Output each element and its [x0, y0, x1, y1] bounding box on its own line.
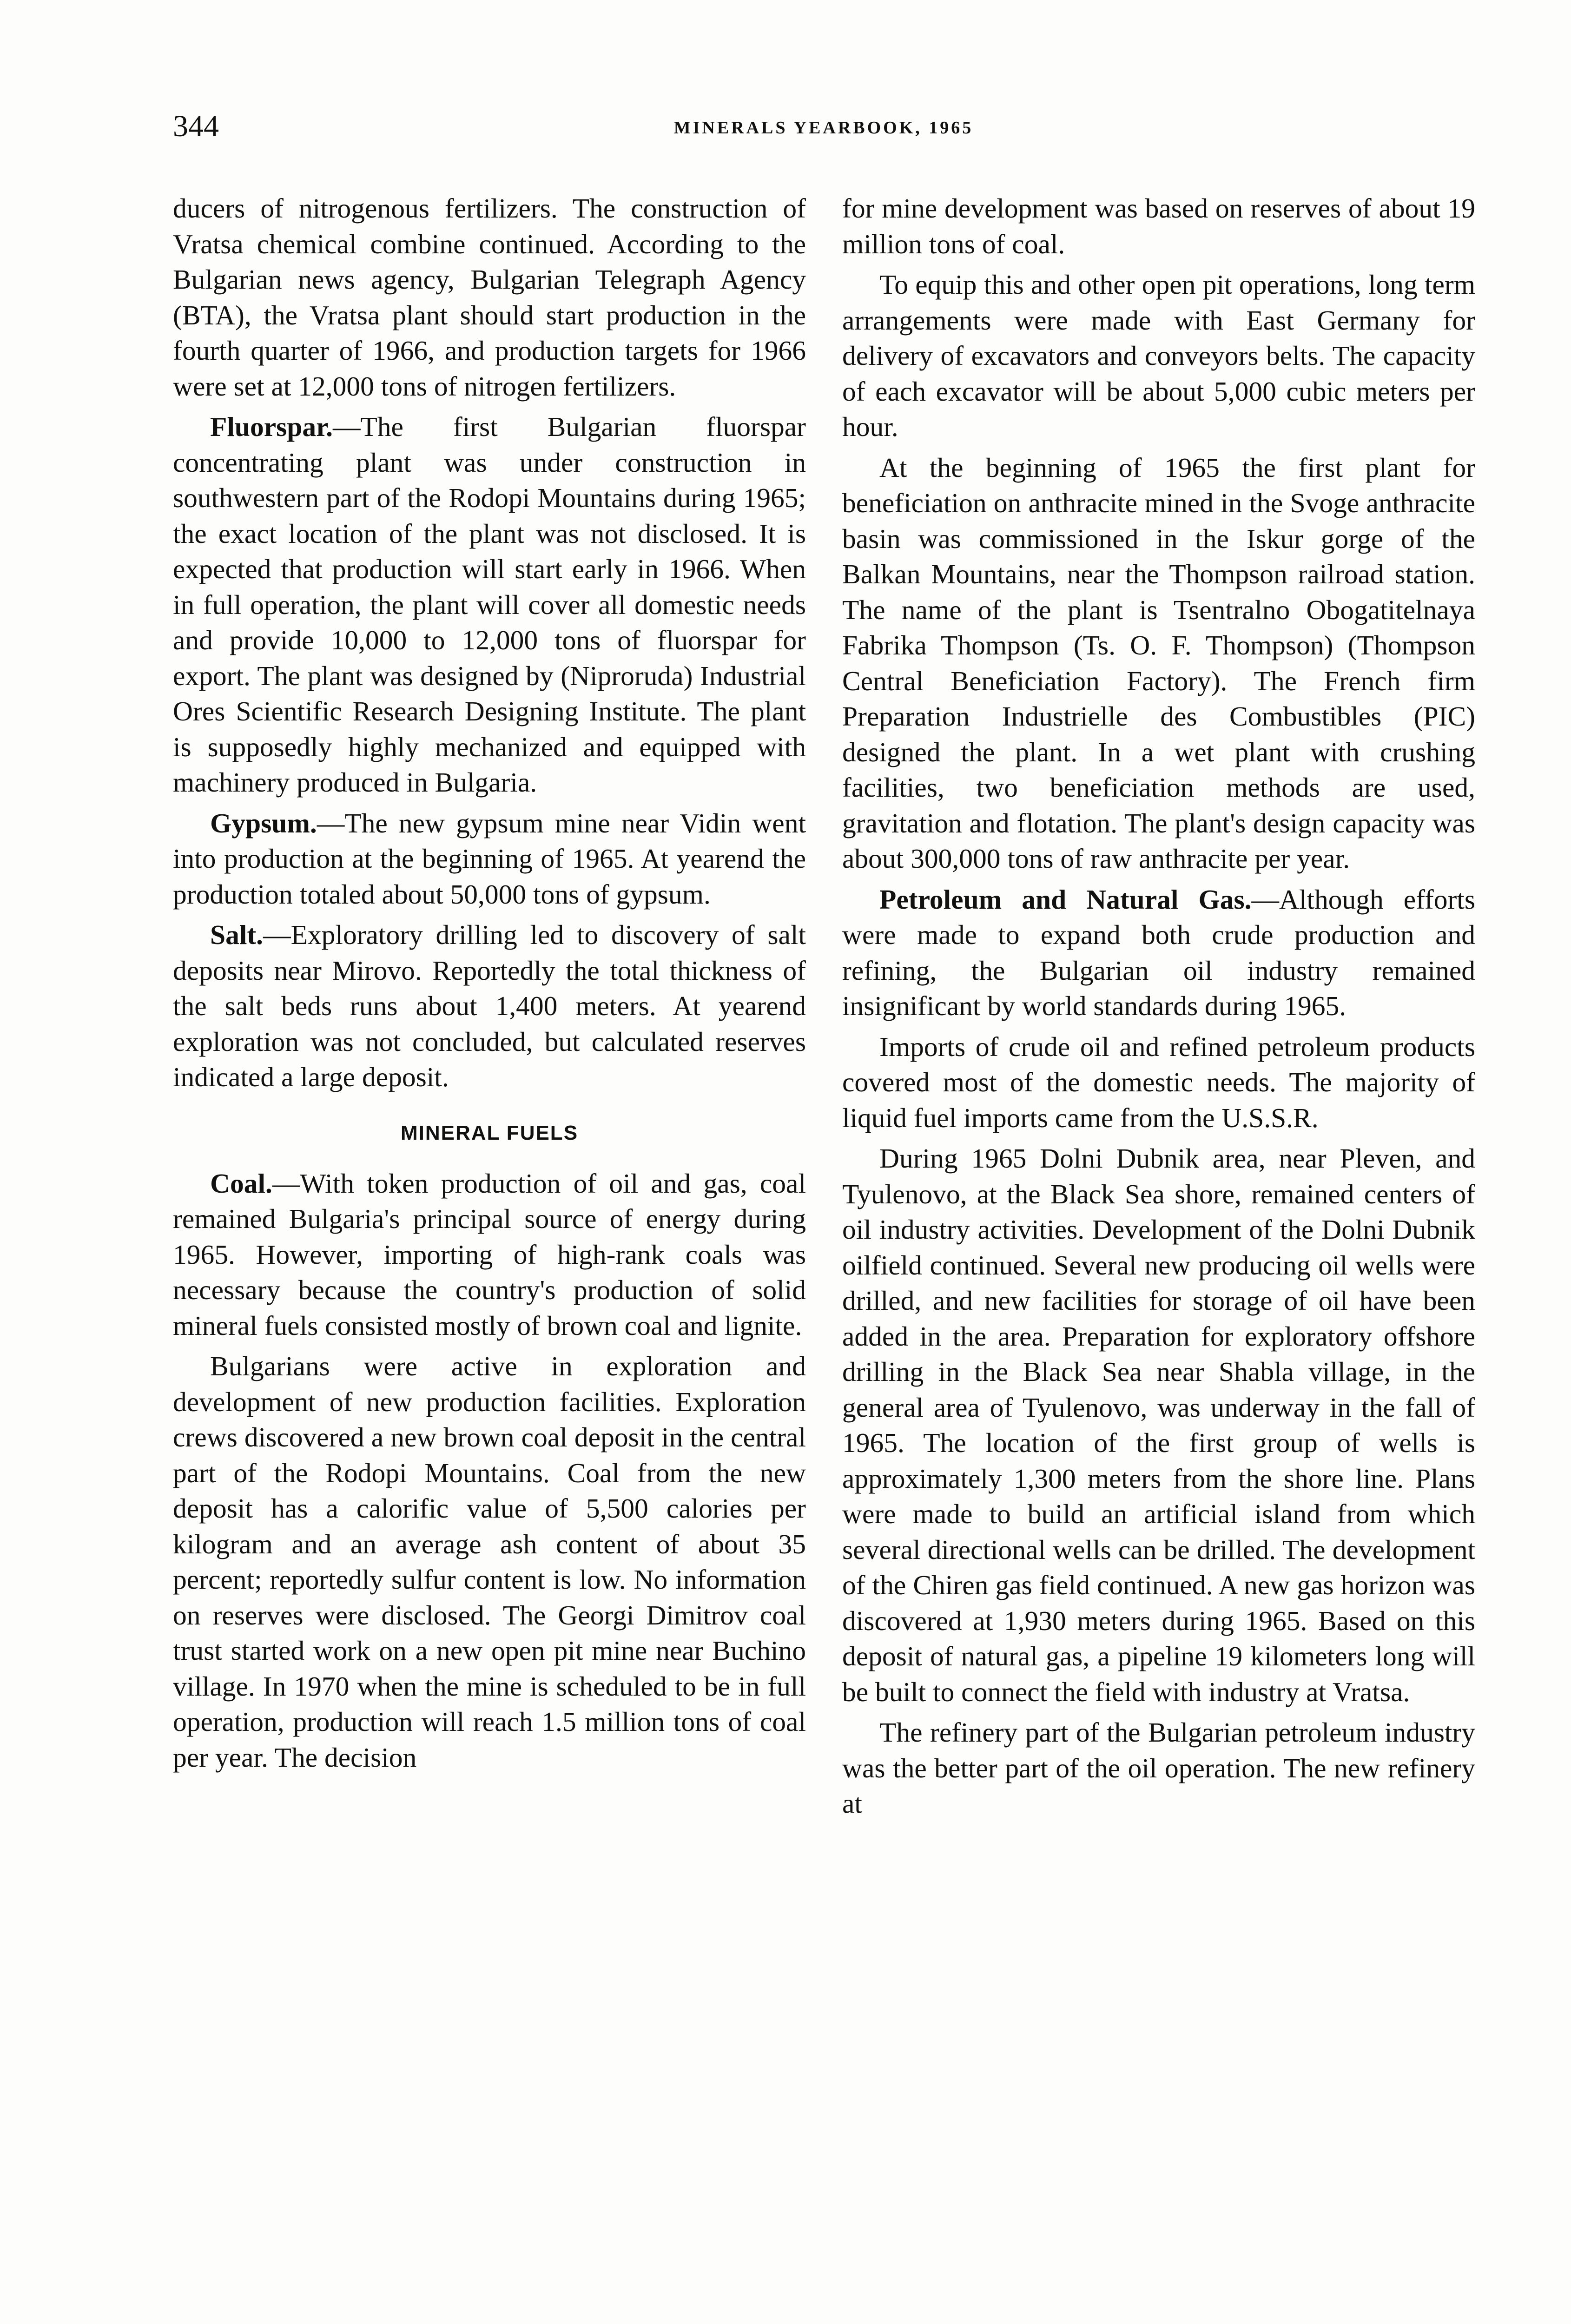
gypsum-text: —The new gypsum mine near Vidin went into production at the beginning of 1965. At yearend the production totaled about 50,000 tons of gypsum. [173, 807, 806, 910]
fluorspar-lead: Fluorspar. [210, 411, 333, 442]
paragraph-coal [173, 1166, 806, 1344]
salt-text: —Exploratory drilling led to discovery of salt deposits near Mirovo. Reportedly the total thickness of the salt beds runs about 1,400 meters. At yearend exploration was not concluded, but calculated reserves indicated a large deposit. [173, 919, 806, 1092]
paragraph-gypsum [173, 805, 806, 912]
petroleum-text: —Although efforts were made to expand both crude production and refining, the Bulgarian oil industry remained insignificant by world standards during 1965. [842, 884, 1475, 1021]
paragraph-bulgarians: Bulgarians were active in exploration and development of new production facilities. Exploration crews discovered a new brown coal deposit in the central part of the Rodopi Mountains. Coal from the new deposit has a calorific value of 5,500 calories per kilogram and an average ash content of about 35 percent; reportedly sulfur content is low. No information on reserves were disclosed. The Georgi Dimitrov coal trust started work on a new open pit mine near Buchino village. In 1970 when the mine is scheduled to be in full operation, production will reach 1.5 million tons of coal per year. The decision [173, 1351, 806, 1773]
gypsum-lead: Gypsum. [210, 807, 317, 838]
paragraph-fluorspar [173, 409, 806, 800]
paragraph-mine-development: for mine development was based on reserves of about 19 million tons of coal. [842, 193, 1475, 259]
right-column [842, 191, 1475, 1827]
page-header [173, 108, 1474, 150]
paragraph-imports: Imports of crude oil and refined petroleum products covered most of the domestic needs. The majority of liquid fuel imports came from the U.S.S.R. [842, 1031, 1475, 1133]
fluorspar-text: —The first Bulgarian fluorspar concentrating plant was under construction in southwestern part of the Rodopi Mountains during 1965; the exact location of the plant was not disclosed. It is expected that production will start early in 1966. When in full operation, the plant will cover all domestic needs and provide 10,000 to 12,000 tons of fluorspar for export. The plant was designed by (Niproruda) Industrial Ores Scientific Research Designing Institute. The plant is supposedly highly mechanized and equipped with machinery produced in Bulgaria. [173, 411, 806, 798]
page-number: 344 [173, 109, 219, 143]
paragraph-petroleum [842, 882, 1475, 1024]
salt-lead: Salt. [210, 919, 264, 950]
paragraph-oilfields: During 1965 Dolni Dubnik area, near Pleven, and Tyulenovo, at the Black Sea shore, remained centers of oil industry activities. Development of the Dolni Dubnik oilfield continued. Several new producing oil wells were drilled, and new facilities for storage of oil have been added in the area. Preparation for exploratory offshore drilling in the Black Sea near Shabla village, in the general area of Tyulenovo, was underway in the fall of 1965. The location of the first group of wells is approximately 1,300 meters from the shore line. Plans were made to build an artificial island from which several directional wells can be drilled. The development of the Chiren gas field continued. A new gas horizon was discovered at 1,930 meters during 1965. Based on this deposit of natural gas, a pipeline 19 kilometers long will be built to connect the field with industry at Vratsa. [842, 1143, 1475, 1707]
coal-text: —With token production of oil and gas, coal remained Bulgaria's principal source of energy during 1965. However, importing of high-rank coals was necessary because the country's production of solid mineral fuels consisted mostly of brown coal and lignite. [173, 1168, 806, 1341]
paragraph-salt [173, 917, 806, 1095]
left-column [173, 191, 806, 1780]
coal-lead: Coal. [210, 1168, 272, 1199]
paragraph-refinery: The refinery part of the Bulgarian petroleum industry was the better part of the oil operation. The new refinery at [842, 1717, 1475, 1819]
paragraph-fertilizers: ducers of nitrogenous fertilizers. The construction of Vratsa chemical combine continued. According to the Bulgarian news agency, Bulgarian Telegraph Agency (BTA), the Vratsa plant should start production in the fourth quarter of 1966, and production targets for 1966 were set at 12,000 tons of nitrogen fertilizers. [173, 193, 806, 402]
paragraph-anthracite-plant: At the beginning of 1965 the first plant for beneficiation on anthracite mined in the Svoge anthracite basin was commissioned in the Iskur gorge of the Balkan Mountains, near the Thompson railroad station. The name of the plant is Tsentralno Obogatitelnaya Fabrika Thompson (Ts. O. F. Thompson) (Thompson Central Beneficiation Factory). The French firm Preparation Industrielle des Combustibles (PIC) designed the plant. In a wet plant with crushing facilities, two beneficiation methods are used, gravitation and flotation. The plant's design capacity was about 300,000 tons of raw anthracite per year. [842, 452, 1475, 874]
section-heading-mineral-fuels: MINERAL FUELS [400, 1121, 579, 1144]
petroleum-lead: Petroleum and Natural Gas. [879, 884, 1252, 915]
paragraph-equipment: To equip this and other open pit operations, long term arrangements were made with East Germany for delivery of excavators and conveyors belts. The capacity of each excavator will be about 5,000 cubic meters per hour. [842, 269, 1475, 442]
running-title: MINERALS YEARBOOK, 1965 [673, 118, 974, 138]
